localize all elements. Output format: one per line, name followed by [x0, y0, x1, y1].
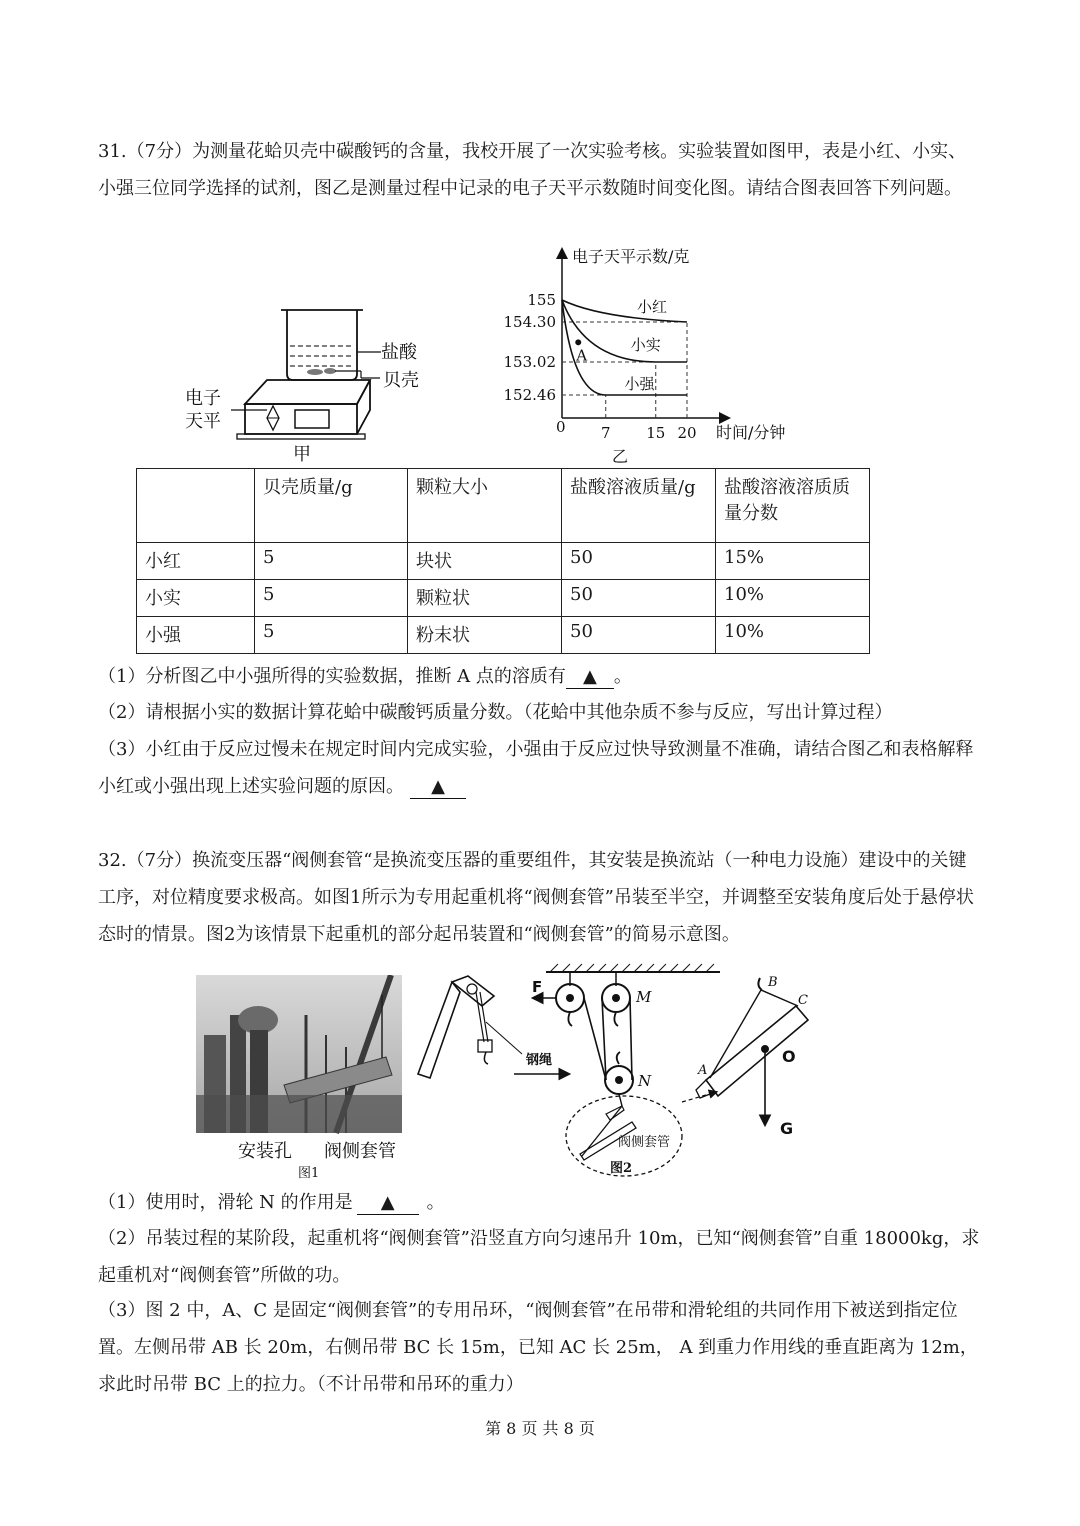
label-shell: 贝壳: [383, 370, 419, 391]
table-cell: 小红: [137, 543, 255, 580]
caption-yi: 乙: [612, 447, 629, 465]
table-cell: 5: [255, 580, 408, 617]
answer-blank: ▲: [566, 666, 614, 689]
table-cell: 15%: [716, 543, 870, 580]
label-steel-rope: 钢绳: [526, 1053, 553, 1068]
figure-2-diagram: [410, 962, 830, 1184]
q31-sub1-end: 。: [613, 666, 632, 687]
label-N: N: [638, 1072, 652, 1090]
figure-1-photo: [196, 975, 406, 1185]
table-row: [137, 543, 870, 580]
x-axis-label: 时间/分钟: [716, 423, 786, 442]
x-tick-label: 7: [600, 424, 611, 442]
q32-intro: 32.（7分）换流变压器“阀侧套管“是换流变压器的重要组件，其安装是换流站（一种电力设施）建设中的关键工序，对位精度要求极高。如图1所示为专用起重机将“阀侧套管”吊装至半空，并调整至安装角度后处于悬停状态时的情景。图2为该情景下起重机的部分起吊装置和“阀侧套管”的简易示意图。: [98, 850, 974, 945]
label-A: A: [698, 1063, 708, 1078]
answer-blank: ▲: [410, 776, 466, 799]
label-M: M: [636, 988, 652, 1006]
label-balance-2: 天平: [185, 411, 221, 432]
q31-sub3: [98, 731, 983, 805]
caption-fig1: 图1: [298, 1166, 320, 1181]
figure-jia: [175, 300, 465, 465]
x-tick-label: 20: [677, 424, 697, 442]
series-label: 小红: [637, 298, 668, 316]
table-cell: 块状: [408, 543, 562, 580]
table-cell: 粉末状: [408, 617, 562, 654]
q31-sub1: [98, 658, 983, 695]
y-axis-label: 电子天平示数/克: [572, 247, 690, 266]
table-row: [137, 580, 870, 617]
table-cell: 10%: [716, 617, 870, 654]
series-label: 小强: [624, 375, 655, 393]
table-cell: 5: [255, 543, 408, 580]
table-cell: 5: [255, 617, 408, 654]
label-balance-1: 电子: [185, 388, 221, 409]
x-tick-label: 15: [646, 424, 666, 442]
label-G: G: [780, 1119, 794, 1138]
table-cell: 50: [562, 617, 716, 654]
series-line: [562, 300, 687, 322]
label-F: F: [532, 978, 543, 996]
label-bushing-fig2: 阀侧套管: [618, 1135, 671, 1150]
table-header-cell: 贝壳质量/g: [255, 469, 408, 543]
y-tick-label: 153.02: [503, 353, 556, 371]
label-acid: 盐酸: [381, 342, 417, 363]
page-footer: 第 8 页 共 8 页: [485, 1419, 595, 1438]
series-label: 小实: [630, 336, 661, 354]
table-row: [137, 617, 870, 654]
q32-sub1: [98, 1184, 983, 1221]
label-bushing-fig1: 阀侧套管: [324, 1141, 396, 1162]
q32-sub1-end: 。: [426, 1192, 445, 1213]
caption-jia: 甲: [293, 444, 311, 465]
table-cell: 小实: [137, 580, 255, 617]
table-header-cell: 颗粒大小: [408, 469, 562, 543]
table-cell: 小强: [137, 617, 255, 654]
table-header-cell: 盐酸溶液质量/g: [562, 469, 716, 543]
q31-sub1-text: （1）分析图乙中小强所得的实验数据，推断 A 点的溶质有: [98, 666, 566, 687]
q32-sub1-text: （1）使用时，滑轮 N 的作用是: [98, 1192, 353, 1213]
figure-yi-chart: [500, 240, 800, 465]
q31-sub3-text: （3）小红由于反应过慢未在规定时间内完成实验，小强由于反应过快导致测量不准确，请结合图乙和表格解释小红或小强出现上述实验问题的原因。: [98, 739, 974, 797]
reagent-table: [136, 468, 870, 654]
table-cell: 颗粒状: [408, 580, 562, 617]
point-A-label: A: [576, 346, 588, 365]
q31-sub2: （2）请根据小实的数据计算花蛤中碳酸钙质量分数。（花蛤中其他杂质不参与反应，写出计算过程）: [98, 702, 893, 723]
q31-intro: 31.（7分）为测量花蛤贝壳中碳酸钙的含量，我校开展了一次实验考核。实验装置如图甲，表是小红、小实、小强三位同学选择的试剂，图乙是测量过程中记录的电子天平示数随时间变化图。请结合图表回答下列问题。: [98, 141, 967, 199]
label-install-hole: 安装孔: [238, 1141, 292, 1162]
label-B: B: [768, 975, 778, 990]
y-tick-label: 154.30: [503, 313, 556, 331]
table-header-row: [137, 469, 870, 543]
table-cell: 10%: [716, 580, 870, 617]
y-tick-label: 152.46: [503, 386, 556, 404]
table-header-cell: [137, 469, 255, 543]
caption-fig2: 图2: [610, 1161, 633, 1176]
point-A-marker: [575, 339, 581, 345]
label-O: O: [782, 1047, 796, 1066]
q32-sub2: （2）吊装过程的某阶段，起重机将“阀侧套管”沿竖直方向匀速吊升 10m，已知“阀侧套管”自重 18000kg，求起重机对“阀侧套管”所做的功。: [98, 1228, 980, 1286]
q32-sub3: （3）图 2 中，A、C 是固定“阀侧套管”的专用吊环，“阀侧套管”在吊带和滑轮组的共同作用下被送到指定位置。左侧吊带 AB 长 20m，右侧吊带 BC 长 15m，已知 AC 长 25m， A 到重力作用线的垂直距离为 12m，求此时吊带 BC 上的拉力。（不计吊带和吊环的重力）: [98, 1300, 978, 1395]
table-cell: 50: [562, 580, 716, 617]
table-header-cell: 盐酸溶液溶质质量分数: [716, 469, 870, 543]
origin-label: 0: [556, 418, 566, 436]
answer-blank: ▲: [357, 1192, 419, 1215]
y-tick-label: 155: [527, 291, 556, 309]
table-cell: 50: [562, 543, 716, 580]
label-C: C: [798, 993, 808, 1008]
